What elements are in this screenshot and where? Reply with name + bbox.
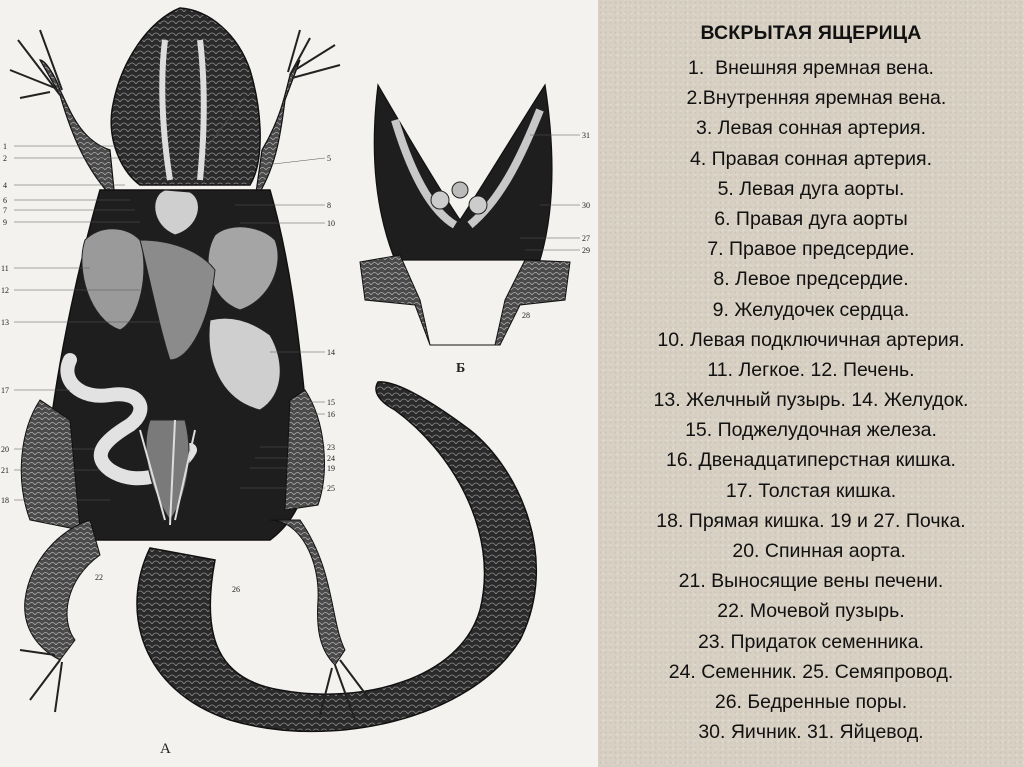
label-right-24: 24: [327, 454, 335, 463]
label-left-12: 12: [1, 286, 9, 295]
label-right-10: 10: [327, 219, 335, 228]
legend-panel: [598, 0, 1024, 767]
left-front-leg: [40, 60, 115, 200]
label-right-8: 8: [327, 201, 331, 210]
label-bottom-26: 26: [232, 585, 240, 594]
label-left-9: 9: [3, 218, 7, 227]
label-right-15: 15: [327, 398, 335, 407]
label-right-23: 23: [327, 443, 335, 452]
legend-item: 2.Внутренняя яремная вена.: [675, 87, 947, 110]
legend-item: 15. Поджелудочная железа.: [685, 419, 937, 442]
label-right-3: 3: [247, 93, 251, 102]
lizard-head: [111, 8, 260, 185]
legend-item: 17. Толстая кишка.: [725, 479, 897, 502]
legend-item: 11. Легкое. 12. Печень.: [707, 358, 915, 381]
label-left-20: 20: [1, 445, 9, 454]
legend-item: 16. Двенадцатиперстная кишка.: [666, 449, 956, 472]
legend-item: 13. Желчный пузырь. 14. Желудок.: [653, 389, 969, 412]
legend-item: 7. Правое предсердие.: [707, 238, 915, 261]
label-inset-28: 28: [522, 311, 530, 320]
legend-item: 20. Спинная аорта.: [716, 540, 906, 562]
label-left-17: 17: [1, 386, 9, 395]
label-right-19: 19: [327, 464, 335, 473]
label-left-6: 6: [3, 196, 7, 205]
body-wall-right: [285, 390, 324, 510]
label-inset-30: 30: [582, 201, 590, 210]
label-left-13: 13: [1, 318, 9, 327]
left-front-claws: [10, 30, 62, 98]
legend-item: 26. Бедренные поры.: [714, 690, 908, 713]
label-left-4: 4: [3, 181, 7, 190]
inset-b-drawing: [360, 85, 570, 345]
label-bottom-22: 22: [95, 573, 103, 582]
legend-list: [598, 53, 1024, 747]
legend-item: 21. Выносящие вены печени.: [678, 570, 944, 593]
label-right-16: 16: [327, 410, 335, 419]
legend-item: 10. Левая подключичная артерия.: [657, 328, 965, 351]
legend-item: 1. Внешняя яремная вена.: [688, 57, 934, 79]
label-left-1: 1: [3, 142, 7, 151]
legend-item: 8. Левое предсердие.: [713, 268, 909, 291]
legend-item: 24. Семенник. 25. Семяпровод.: [668, 660, 954, 683]
label-right-5: 5: [327, 154, 331, 163]
panel-a-letter: А: [160, 741, 171, 757]
legend-item: 30. Яичник. 31. Яйцевод.: [698, 721, 924, 744]
legend-item: 3. Левая сонная артерия.: [696, 117, 926, 140]
label-right-25: 25: [327, 484, 335, 493]
legend-item: 23. Придаток семенника.: [697, 630, 925, 653]
label-inset-29: 29: [582, 246, 590, 255]
label-inset-31: 31: [582, 131, 590, 140]
legend-item: 22. Мочевой пузырь.: [717, 600, 905, 623]
label-left-11: 11: [1, 264, 9, 273]
legend-item: 5. Левая дуга аорты.: [717, 177, 905, 200]
label-left-18: 18: [1, 496, 9, 505]
legend-item: 4. Правая сонная артерия.: [689, 147, 933, 170]
legend-item: 18. Прямая кишка. 19 и 27. Почка.: [656, 509, 966, 532]
label-left-7: 7: [3, 206, 7, 215]
panel-b-letter: Б: [456, 361, 466, 376]
label-left-21: 21: [1, 466, 9, 475]
right-front-leg: [255, 60, 300, 200]
label-right-14: 14: [327, 348, 335, 357]
legend-item: 9. Желудочек сердца.: [712, 298, 910, 321]
label-inset-27: 27: [582, 234, 590, 243]
legend-item: 6. Правая дуга аорты: [714, 207, 908, 230]
label-left-2: 2: [3, 154, 7, 163]
slide-title: ВСКРЫТАЯ ЯЩЕРИЦА: [700, 22, 922, 44]
